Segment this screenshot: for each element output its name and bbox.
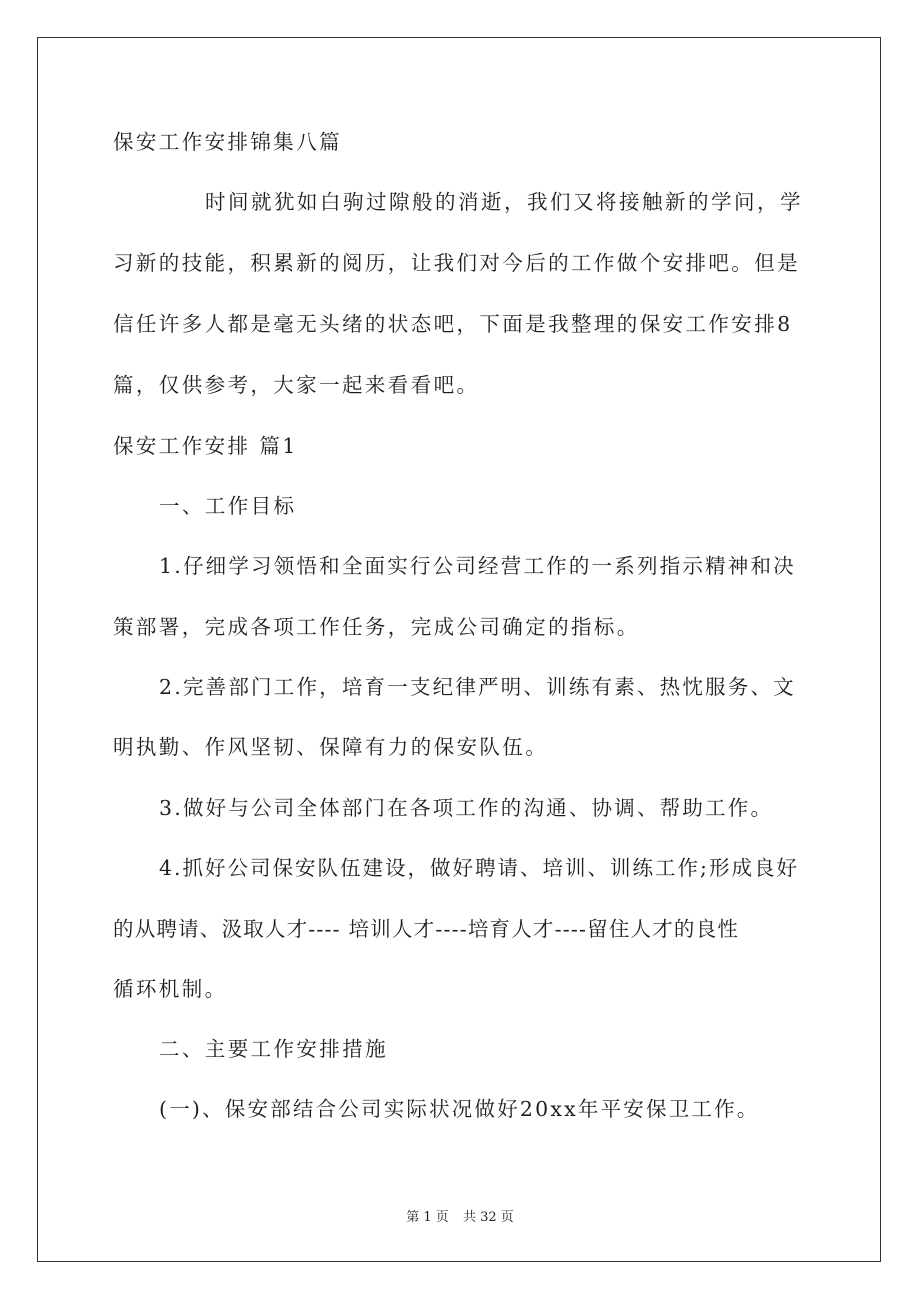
paragraph-line: 篇，仅供参考，大家一起来看看吧。 <box>113 373 480 397</box>
list-item: 1.仔细学习领悟和全面实行公司经营工作的一系列指示精神和决 <box>159 554 796 578</box>
page-number-current: 第 1 页 <box>406 1210 449 1225</box>
paragraph-line: 习新的技能，积累新的阅历，让我们对今后的工作做个安排吧。但是 <box>113 251 800 275</box>
page-footer <box>0 1206 920 1225</box>
paragraph-line: 策部署，完成各项工作任务，完成公司确定的指标。 <box>113 615 640 639</box>
paragraph-line: 明执勤、作风坚韧、保障有力的保安队伍。 <box>113 735 549 759</box>
page-border <box>37 37 881 1262</box>
paragraph-line: 信任许多人都是毫无头绪的状态吧，下面是我整理的保安工作安排8 <box>113 312 793 336</box>
list-item: 3.做好与公司全体部门在各项工作的沟通、协调、帮助工作。 <box>159 796 774 820</box>
section-heading: 保安工作安排 篇1 <box>113 434 298 458</box>
list-item: 2.完善部门工作，培育一支纪律严明、训练有素、热忱服务、文 <box>159 675 796 699</box>
document-title: 保安工作安排锦集八篇 <box>113 130 342 154</box>
list-item: (一)、保安部结合公司实际状况做好20xx年平安保卫工作。 <box>159 1097 760 1121</box>
page-number-total: 共 32 页 <box>462 1210 514 1225</box>
subsection-heading: 一、工作目标 <box>159 494 297 518</box>
paragraph-line: 时间就犹如白驹过隙般的消逝，我们又将接触新的学问，学 <box>205 190 803 214</box>
paragraph-line: 循环机制。 <box>113 977 228 1001</box>
list-item: 4.抓好公司保安队伍建设，做好聘请、培训、训练工作;形成良好 <box>159 856 799 880</box>
paragraph-line: 的从聘请、汲取人才---- 培训人才----培育人才----留住人才的良性 <box>113 917 740 941</box>
subsection-heading: 二、主要工作安排措施 <box>159 1037 388 1061</box>
